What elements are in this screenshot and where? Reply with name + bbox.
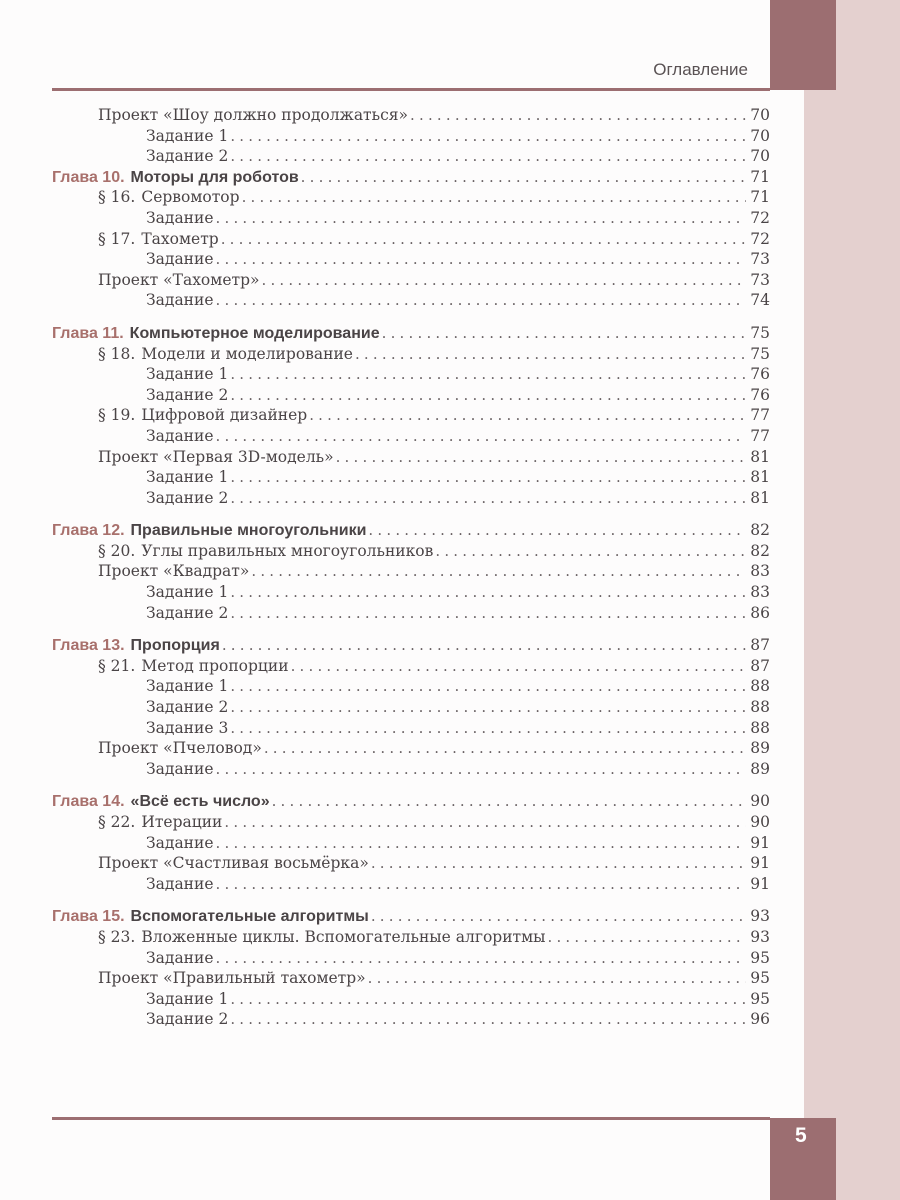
toc-entry[interactable]	[52, 561, 770, 582]
page-ref: 82	[750, 521, 770, 540]
toc-chapter-heading[interactable]	[52, 906, 770, 927]
toc-entry[interactable]	[52, 146, 770, 167]
page-ref: 87	[750, 656, 770, 675]
dot-leader	[336, 447, 746, 468]
dot-leader	[435, 541, 746, 562]
entry-title: Задание	[146, 759, 214, 778]
section-number: § 18.	[98, 344, 136, 363]
page-ref: 72	[750, 208, 770, 227]
chapter-label: Глава 12.	[52, 522, 125, 540]
page-ref: 95	[750, 969, 770, 988]
page-ref: 90	[750, 813, 770, 831]
dot-leader	[368, 968, 746, 989]
dot-leader	[230, 488, 746, 509]
section-number: § 16.	[98, 188, 136, 207]
entry-title: Тахометр	[141, 229, 219, 248]
entry-title: Метод пропорции	[141, 656, 289, 675]
toc-entry[interactable]	[52, 759, 770, 780]
dot-leader	[264, 738, 746, 759]
entry-title: Проект «Тахометр»	[98, 270, 260, 289]
dot-leader	[222, 635, 746, 656]
toc-entry[interactable]	[52, 603, 770, 624]
dot-leader	[272, 791, 746, 812]
entry-title: Задание 1	[146, 365, 229, 384]
toc-entry[interactable]	[52, 488, 770, 509]
section-number: § 21.	[98, 656, 136, 675]
entry-title: Задание	[146, 874, 214, 893]
dot-leader	[382, 323, 746, 344]
footer-rule	[52, 1117, 770, 1120]
dot-leader	[301, 167, 746, 188]
entry-title: Задание 2	[146, 1010, 229, 1029]
dot-leader	[291, 656, 746, 677]
toc-chapters	[52, 167, 770, 1030]
dot-leader	[230, 126, 746, 147]
toc-entry[interactable]	[52, 968, 770, 989]
page-ref: 88	[750, 698, 770, 717]
dot-leader	[216, 208, 746, 229]
dot-leader	[230, 989, 746, 1010]
page-ref: 91	[750, 854, 770, 873]
page-ref: 73	[750, 250, 770, 269]
toc-entry[interactable]	[52, 676, 770, 697]
toc-section[interactable]	[52, 229, 770, 250]
dot-leader	[221, 229, 746, 250]
page-ref: 81	[750, 488, 770, 507]
entry-title: Цифровой дизайнер	[141, 406, 308, 425]
entry-title: Модели и моделирование	[141, 344, 353, 363]
toc-entry[interactable]	[52, 249, 770, 270]
page-ref: 71	[750, 167, 770, 186]
chapter-title: Моторы для роботов	[130, 168, 299, 186]
entry-title: Задание	[146, 948, 214, 967]
page-ref: 81	[750, 447, 770, 466]
toc-entry[interactable]	[52, 426, 770, 447]
dot-leader	[261, 270, 746, 291]
section-number: § 19.	[98, 406, 136, 425]
dot-leader	[355, 344, 746, 365]
page-ref: 88	[750, 718, 770, 737]
dot-leader	[371, 853, 746, 874]
dot-leader	[216, 426, 746, 447]
dot-leader	[371, 906, 746, 927]
page-ref: 83	[750, 583, 770, 602]
toc-entry[interactable]	[52, 718, 770, 739]
chapter-label: Глава 15.	[52, 908, 125, 926]
entry-title: Задание	[146, 291, 214, 310]
page-ref: 76	[750, 385, 770, 404]
page-ref: 76	[750, 365, 770, 384]
toc-entry[interactable]	[52, 290, 770, 311]
page-ref: 77	[750, 426, 770, 445]
dot-leader	[230, 697, 746, 718]
entry-title: Задание 1	[146, 989, 229, 1008]
toc-entry[interactable]	[52, 208, 770, 229]
toc-entry[interactable]	[52, 948, 770, 969]
page-ref: 90	[750, 792, 770, 811]
page-margin-band	[804, 0, 900, 1200]
section-number: § 17.	[98, 229, 136, 248]
toc-section[interactable]	[52, 656, 770, 677]
dot-leader	[216, 833, 746, 854]
page-ref: 75	[750, 344, 770, 363]
section-number: § 23.	[98, 927, 136, 946]
page-ref: 71	[750, 188, 770, 207]
toc-entry[interactable]	[52, 833, 770, 854]
toc-entry[interactable]	[52, 467, 770, 488]
dot-leader	[216, 948, 746, 969]
toc-section[interactable]	[52, 812, 770, 833]
entry-title: Задание 2	[146, 147, 229, 166]
entry-title: Проект «Квадрат»	[98, 562, 250, 581]
chapter-title: Компьютерное моделирование	[129, 324, 380, 342]
toc-section[interactable]	[52, 187, 770, 208]
toc-section[interactable]	[52, 344, 770, 365]
page-ref: 96	[750, 1010, 770, 1029]
toc-section[interactable]	[52, 541, 770, 562]
header-tab	[770, 0, 836, 90]
entry-title: Задание 1	[146, 468, 229, 487]
page-ref: 82	[750, 541, 770, 560]
toc-chapter-heading[interactable]	[52, 323, 770, 344]
entry-title: Углы правильных многоугольников	[141, 541, 434, 560]
dot-leader	[548, 927, 747, 948]
entry-title: Задание 2	[146, 698, 229, 717]
toc-entry[interactable]	[52, 447, 770, 468]
page-ref: 74	[750, 291, 770, 310]
page-ref: 87	[750, 636, 770, 655]
dot-leader	[216, 874, 746, 895]
entry-title: Итерации	[141, 813, 223, 831]
entry-title: Задание 1	[146, 583, 229, 602]
entry-title: Задание	[146, 833, 214, 852]
section-number: § 20.	[98, 541, 136, 560]
dot-leader	[230, 467, 746, 488]
toc-section[interactable]	[52, 405, 770, 426]
dot-leader	[230, 582, 746, 603]
page-ref: 93	[750, 927, 770, 946]
entry-title: Вложенные циклы. Вспомогательные алгоритмы	[141, 927, 546, 946]
chapter-title: Вспомогательные алгоритмы	[130, 908, 369, 926]
toc-entry[interactable]	[52, 738, 770, 759]
page-ref: 95	[750, 989, 770, 1008]
chapter-label: Глава 13.	[52, 637, 125, 655]
chapter-title: Пропорция	[130, 637, 220, 655]
dot-leader	[230, 1009, 746, 1030]
dot-leader	[242, 187, 746, 208]
chapter-label: Глава 14.	[52, 793, 125, 811]
entry-title: Сервомотор	[141, 188, 240, 207]
page-ref: 83	[750, 562, 770, 581]
entry-title: Задание 1	[146, 126, 229, 145]
dot-leader	[216, 290, 746, 311]
page-ref: 70	[750, 106, 770, 124]
header-rule	[52, 88, 770, 91]
toc-entry[interactable]	[52, 270, 770, 291]
page-ref: 91	[750, 874, 770, 893]
page-ref: 77	[750, 406, 770, 425]
entry-title: Задание 2	[146, 488, 229, 507]
page-ref: 81	[750, 468, 770, 487]
dot-leader	[230, 146, 746, 167]
dot-leader	[251, 561, 746, 582]
toc-entry[interactable]	[52, 105, 770, 126]
page-ref: 91	[750, 833, 770, 852]
dot-leader	[309, 405, 746, 426]
page-ref: 89	[750, 759, 770, 778]
toc-entry[interactable]	[52, 989, 770, 1010]
dot-leader	[410, 105, 746, 126]
toc-chapter-heading[interactable]	[52, 635, 770, 656]
entry-title: Задание	[146, 208, 214, 227]
entry-title: Задание	[146, 426, 214, 445]
toc-entry[interactable]	[52, 1009, 770, 1030]
toc-lead-block	[52, 105, 770, 167]
toc-entry[interactable]	[52, 697, 770, 718]
page-ref: 73	[750, 270, 770, 289]
dot-leader	[216, 249, 746, 270]
toc-entry[interactable]	[52, 874, 770, 895]
toc-section[interactable]	[52, 927, 770, 948]
entry-title: Задание	[146, 250, 214, 269]
toc-entry[interactable]	[52, 364, 770, 385]
toc-entry[interactable]	[52, 853, 770, 874]
entry-title: Задание 2	[146, 603, 229, 622]
toc-chapter-heading[interactable]	[52, 791, 770, 812]
page-ref: 95	[750, 948, 770, 967]
dot-leader	[230, 718, 746, 739]
entry-title: Проект «Шоу должно продолжаться»	[98, 106, 409, 124]
chapter-title: «Всё есть число»	[130, 793, 270, 811]
entry-title: Задание 2	[146, 385, 229, 404]
page-ref: 89	[750, 739, 770, 758]
dot-leader	[230, 364, 746, 385]
dot-leader	[216, 759, 746, 780]
page-ref: 75	[750, 323, 770, 342]
page-ref: 72	[750, 229, 770, 248]
table-of-contents	[52, 105, 770, 1030]
toc-entry[interactable]	[52, 385, 770, 406]
dot-leader	[224, 812, 746, 833]
entry-title: Задание 1	[146, 677, 229, 696]
dot-leader	[230, 603, 746, 624]
section-number: § 22.	[98, 813, 136, 831]
toc-chapter-heading[interactable]	[52, 167, 770, 188]
entry-title: Проект «Пчеловод»	[98, 739, 262, 758]
entry-title: Задание 3	[146, 718, 229, 737]
page-ref: 70	[750, 147, 770, 166]
entry-title: Проект «Первая 3D-модель»	[98, 447, 334, 466]
dot-leader	[230, 676, 746, 697]
dot-leader	[230, 385, 746, 406]
dot-leader	[368, 520, 746, 541]
chapter-label: Глава 10.	[52, 168, 125, 186]
page-ref: 88	[750, 677, 770, 696]
running-header-title: Оглавление	[653, 60, 748, 79]
page-ref: 93	[750, 907, 770, 926]
page-ref: 70	[750, 126, 770, 145]
toc-entry[interactable]	[52, 126, 770, 147]
entry-title: Проект «Правильный тахометр»	[98, 969, 366, 988]
toc-entry[interactable]	[52, 582, 770, 603]
page-ref: 86	[750, 603, 770, 622]
page-number: 5	[795, 1124, 807, 1147]
toc-chapter-heading[interactable]	[52, 520, 770, 541]
entry-title: Проект «Счастливая восьмёрка»	[98, 854, 369, 873]
chapter-label: Глава 11.	[52, 324, 124, 342]
chapter-title: Правильные многоугольники	[130, 522, 367, 540]
